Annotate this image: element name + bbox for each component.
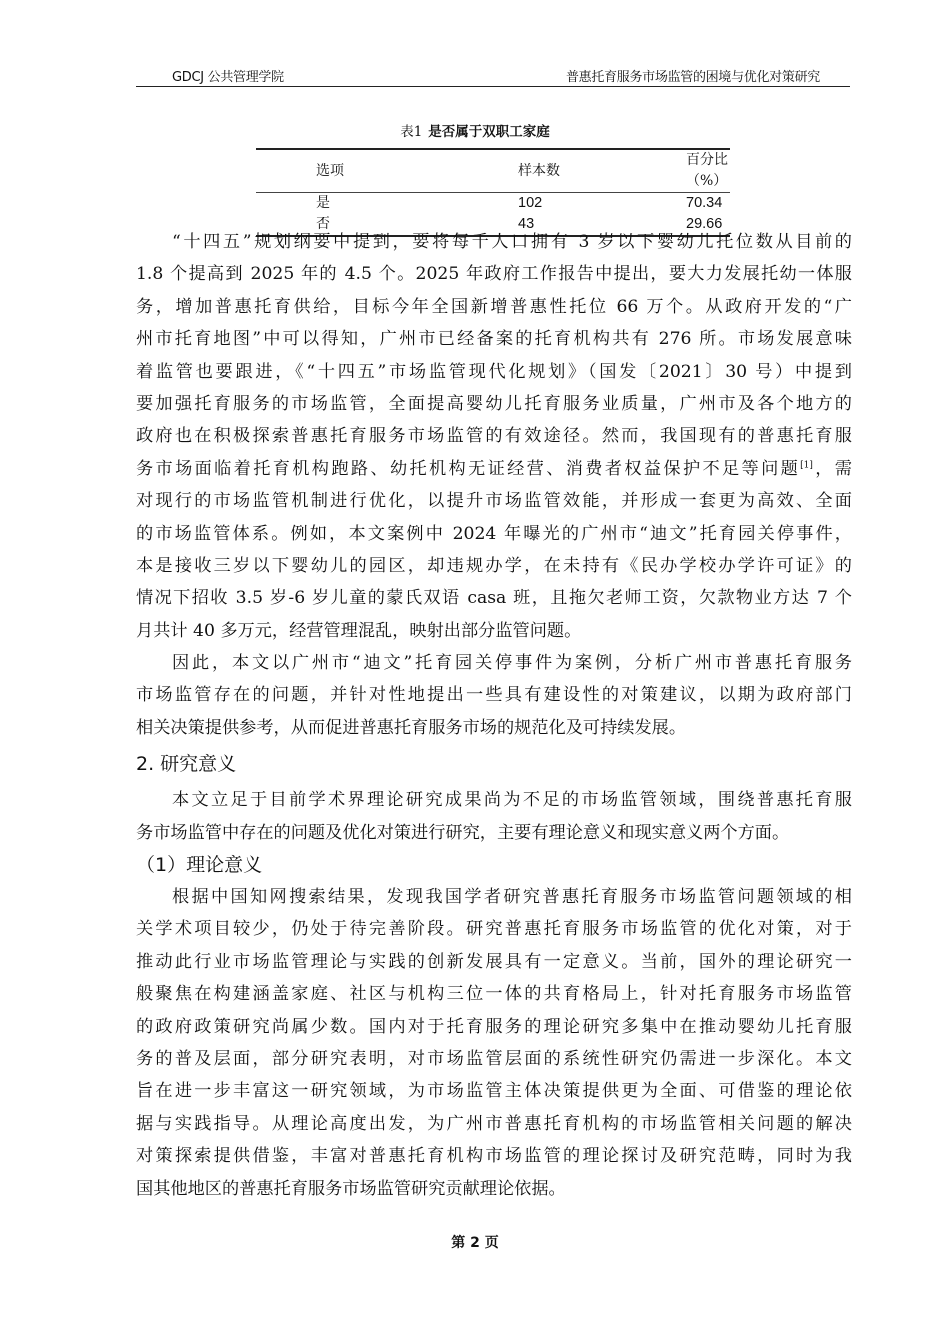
section-heading-research-significance: 2. 研究意义 [136, 753, 237, 776]
table-row [256, 193, 730, 215]
cell-option: 是 [316, 195, 330, 211]
text-line: 本文立足于目前学术界理论研究成果尚为不足的市场监管领域，围绕普惠托育服 [172, 790, 852, 811]
text-line: 本是接收三岁以下婴幼儿的园区，却违规办学，在未持有《民办学校办学许可证》的 [136, 555, 852, 576]
text-line: 根据中国知网搜索结果，发现我国学者研究普惠托育服务市场监管问题领域的相 [172, 887, 852, 908]
text-line: 因此，本文以广州市“迪文”托育园关停事件为案例，分析广州市普惠托育服务 [172, 653, 852, 674]
paragraph-case-intro [136, 647, 852, 744]
cell-percentage: 29.66 [686, 216, 723, 232]
body-text [136, 226, 852, 1205]
text-line: 务市场监管中存在的问题及优化对策进行研究，主要有理论意义和现实意义两个方面。 [136, 822, 790, 843]
text-line: 州市托育地图”中可以得知，广州市已经备案的托育机构共有 276 所。市场发展意味 [136, 329, 852, 350]
column-header-option: 选项 [316, 162, 344, 179]
cell-sample-count: 102 [518, 195, 543, 211]
column-header-sample-count: 样本数 [518, 162, 560, 179]
cell-option: 否 [316, 216, 330, 232]
column-header-percentage: 百分比（%） [686, 152, 728, 189]
text-segment: 务市场面临着托育机构跑路、幼托机构无证经营、消费者权益保护不足等问题 [136, 458, 801, 479]
text-line: 务的普及层面，部分研究表明，对市场监管层面的系统性研究仍需进一步深化。本文 [136, 1048, 852, 1069]
text-line: 市场监管存在的问题，并针对性地提出一些具有建设性的对策建议，以期为政府部门 [136, 685, 852, 706]
table-caption [0, 120, 950, 140]
page-number: 第 2 页 [451, 1235, 499, 1251]
text-line: 关学术项目较少，仍处于待完善阶段。研究普惠托育服务市场监管的优化对策，对于 [136, 919, 852, 940]
text-line: 对现行的市场监管机制进行优化，以提升市场监管效能，并形成一套更为高效、全面 [136, 491, 852, 512]
dual-income-table [256, 148, 730, 237]
text-line: 政府也在积极探索普惠托育服务市场监管的有效途径。然而，我国现有的普惠托育服 [136, 426, 852, 447]
table-header-row [256, 149, 730, 193]
text-line: “十四五”规划纲要中提到，要将每千人口拥有 3 岁以下婴幼儿托位数从目前的 [172, 232, 852, 252]
paragraph-theoretical-significance [136, 881, 852, 1205]
subsection-heading-theoretical-significance: （1）理论意义 [136, 854, 263, 877]
paragraph-policy-background [136, 226, 852, 647]
text-line: 据与实践指导。从理论高度出发，为广州市普惠托育机构的市场监管相关问题的解决 [136, 1113, 852, 1134]
text-line: 推动此行业市场监管理论与实践的创新发展具有一定意义。当前，国外的理论研究一 [136, 951, 852, 972]
text-line: 情况下招收 3.5 岁-6 岁儿童的蒙氏双语 casa 班，且拖欠老师工资，欠款物业方达 7 个 [136, 588, 852, 609]
header-paper-title: 普惠托育服务市场监管的困境与优化对策研究 [565, 70, 820, 85]
text-line: 月共计 40 多万元，经营管理混乱，映射出部分监管问题。 [136, 620, 582, 641]
text-line: 旨在进一步丰富这一研究领域，为市场监管主体决策提供更为全面、可借鉴的理论依 [136, 1081, 852, 1102]
text-line: 1.8 个提高到 2025 年的 4.5 个。2025 年政府工作报告中提出，要大力发展托幼一体服 [136, 264, 852, 285]
citation-ref[interactable]: [1] [800, 460, 813, 470]
text-line-with-citation [136, 453, 852, 485]
text-line: 对策探索提供借鉴，丰富对普惠托育机构市场监管的理论探讨及研究范畴，同时为我 [136, 1146, 852, 1167]
text-line: 务，增加普惠托育供给，目标今年全国新增普惠性托位 66 万个。从政府开发的“广 [136, 296, 852, 317]
text-line: 的市场监管体系。例如，本文案例中 2024 年曝光的广州市“迪文”托育园关停事件， [136, 523, 852, 544]
header-institution: GDCJ 公共管理学院 [172, 70, 284, 85]
cell-percentage: 70.34 [686, 195, 723, 211]
text-segment: ，需 [812, 458, 852, 479]
cell-sample-count: 43 [518, 216, 535, 232]
table-caption-title: 是否属于双职工家庭 [428, 124, 550, 140]
text-line: 的政府政策研究尚属少数。国内对于托育服务的理论研究多集中在推动婴幼儿托育服 [136, 1016, 852, 1037]
text-line: 相关决策提供参考，从而促进普惠托育服务市场的规范化及可持续发展。 [136, 717, 687, 738]
text-line: 着监管也要跟进，《“十四五”市场监管现代化规划》（国发〔2021〕30 号）中提到 [136, 361, 852, 382]
table-caption-label: 表1 [400, 124, 423, 140]
paragraph-significance-overview [136, 784, 852, 849]
text-line: 般聚焦在构建涵盖家庭、社区与机构三位一体的共育格局上，针对托育服务市场监管 [136, 984, 852, 1005]
text-line: 国其他地区的普惠托育服务市场监管研究贡献理论依据。 [136, 1178, 566, 1199]
page-header [136, 66, 850, 87]
text-line: 要加强托育服务的市场监管，全面提高婴幼儿托育服务业质量，广州市及各个地方的 [136, 393, 852, 414]
